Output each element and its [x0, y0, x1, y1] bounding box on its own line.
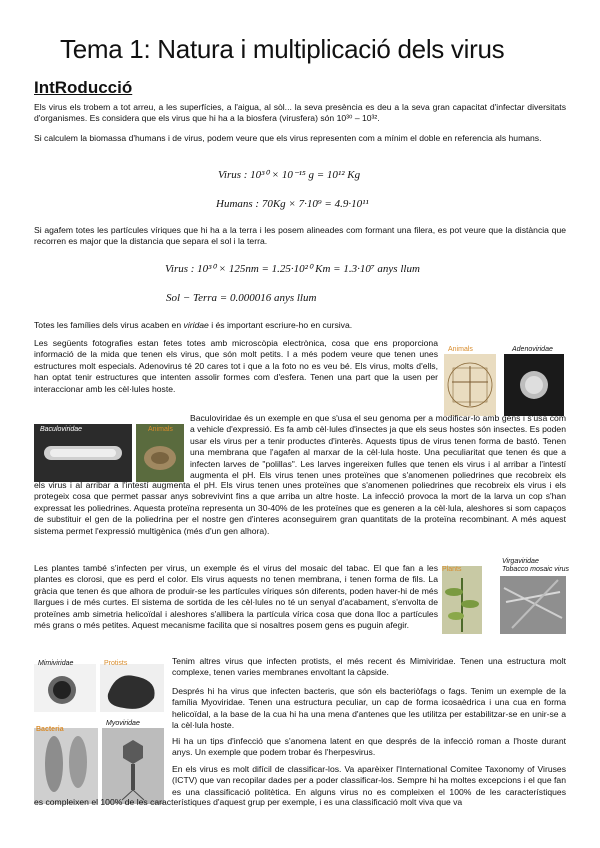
paragraph-intro: Els virus els trobem a tot arreu, a les superfícies, a l'aigua, al sòl... la seva presència es deu a la seva gran capacitat d'infectar diversitats d'organismes. Es considera que els virus que hi ha a la biosfera (virusfera) són 10³⁰ – 10³². — [34, 102, 566, 124]
bacteria-micrograph — [34, 728, 98, 804]
section-heading: IntRoducció — [34, 78, 133, 97]
caption-mimiviridae: Mimiviridae — [38, 660, 74, 667]
caption-tobacco: Tobacco mosaic virus — [502, 566, 570, 573]
equation-virus-biomass: Virus : 10³⁰ × 10⁻¹⁵ g = 10¹² Kg — [218, 169, 361, 181]
paragraph-plants: Les plantes també s'infecten per virus, un exemple és el virus del mosaic del tabac. El que fan a les plantes es clorosi, que es perd el color. Els virus aquests no tenen membrana, i tenen forma de fils. La gràcia que tenen és que alhora de produir-se les partícules víriques són diferents, poden haver-hi de més llargues i de més curtes. El sistema de sortida de les cèl·lules no té un senyal d'acabament, s'envolta de proteïnes amb simetria helicoïdal i aleshores s'allibera la partícula vírica cosa que dona lloc a partícules més grans o més petites. Aquest mecanisme facilita que si nosaltres posem gens es puguin afegir. — [34, 563, 438, 631]
caption-adenoviridae: Adenoviridae — [512, 346, 553, 353]
caption-baculoviridae: Baculoviridae — [40, 426, 83, 433]
caption-protists: Protists — [104, 660, 128, 667]
paragraph-classification-a: En els virus es molt difícil de classificar-los. Va aparèixer l'International Comitee Taxonomy of Viruses (ICTV) que van recopilar dades per a poder classificar-los. Sempre hi ha moltes excepcions i el que fan es una classificació politètica. En alguns virus no es compleixen el 100% de les característiques — [172, 764, 566, 797]
caption-bacteria: Bacteria — [36, 726, 64, 733]
equation-human-biomass: Humans : 70Kg × 7·10⁹ = 4.9·10¹¹ — [216, 198, 369, 210]
caption-myoviridae: Myoviridae — [106, 720, 140, 727]
equation-virus-distance: Virus : 10³⁰ × 125nm = 1.25·10²⁰ Km = 1.3·10⁷ anys llum — [165, 263, 420, 275]
paragraph-baculoviridae-b: els virus i al arribar a l'intestí augmenta el pH. Els virus tenen unes proteïnes que s'anomenen poliedrines que recobreix els virus i els protegeix cosa que permet passar anys sobrevivint fins a que arriba un altre hoste. La infecció provoca la mort de la larva un cop s'han expressat les poliedrines. Aquesta proteïna representa un 30-40% de les proteïnes que es generen a la cèl·lula, aleshores si som capaços de substituir el gen de la poliedrina per el nostre gen d'interes aconseguirem gran quantitats de la proteïna recombinant. A més aquest sistema permet l'expressió multigènica (més d'un gen alhora). — [34, 480, 566, 536]
paragraph-bacteriophages: Després hi ha virus que infecten bacteris, que són els bacteriòfags o fags. Tenim un exemple de la família Myoviridae. Tenen una estructura peculiar, un cap de forma icosaèdrica i una cua en forma helicoïdal, a la base de la cua hi ha una mena d'antenes que les utilitza per estabilitzar-se en unir-se a la cèl·lula hoste. — [172, 686, 566, 731]
caption-animals: Animals — [448, 346, 473, 353]
caption-virgaviridae: Virgaviridae — [502, 558, 539, 565]
paragraph-protists: Tenim altres virus que infecten protists, el més recent és Mimiviridae. Tenen una estructura molt complexe, tenen varies membranes envoltant la càpside. — [172, 656, 566, 678]
paragraph-families: Totes les famílies dels virus acaben en viridae i és important escriure-ho en cursiva. — [34, 320, 353, 330]
figure-adenoviridae — [444, 344, 564, 422]
paragraph-classification-b: es compleixen el 100% de les característiques d'aquest grup per exemple, i es una classificació molt viva que va — [34, 797, 463, 807]
paragraph-distance: Si agafem totes les partícules víriques que hi ha a la terra i les posem alineades com formant una filera, es pot veure que la distància que recorren es major que la distancia que separa el sol i la terra. — [34, 225, 566, 247]
equation-sun-earth: Sol − Terra = 0.000016 anys llum — [166, 292, 317, 304]
paragraph-baculoviridae-a: Baculoviridae és un exemple en que s'usa el seu genoma per a modificar-lo amb gens i s'usa com a vehicle d'expressió. Es fa amb cèl·lules d'insectes ja que els seus hostes són insectes. Es poden usar els virus per a tenir productes d'interès. Aquests tipus de virus tenen forma de bastó. Tenen una membrana que l'agafen al marxar de la cèl·lula hoste. Una peculiaritat que tenen és que a infecten larves de "polillas". Les larves ingereixen fulles que tenen els virus i al arribar a l'intestí augmenta el pH. Els virus tenen unes proteïnes que s'anomenen poliedrines que recobreix els — [190, 413, 566, 481]
paragraph-biomass: Si calculem la biomassa d'humans i de virus, podem veure que els virus representen com a mínim el doble en referencia als humans. — [34, 133, 542, 143]
caption-animals-larva: Animals — [148, 426, 173, 433]
caption-plants: Plants — [442, 566, 462, 573]
paragraph-latent: Hi ha un tips d'infecció que s'anomena latent en que després de la infecció roman a l'hoste durant anys. Un exemple que podem trobar és l'herpesvirus. — [172, 736, 566, 758]
vitruvian-man-image — [444, 344, 564, 422]
page-title: Tema 1: Natura i multiplicació dels virus — [60, 34, 505, 64]
paragraph-photos: Les següents fotografies estan fetes totes amb microscòpia electrònica, cosa que ens proporciona informació de la mida que tenen els virus, que són molt petits. I a més podem veure que tenen unes estructures molt especials. Adenovirus té 20 cares tot i que a la foto no es veu bé. Els virus, molts d'ells, han optat tenir estructures que intenten assolir formes com d'esfera. Tenen una part que la usen per interaccionar amb les cèl·lules hoste. — [34, 338, 438, 394]
